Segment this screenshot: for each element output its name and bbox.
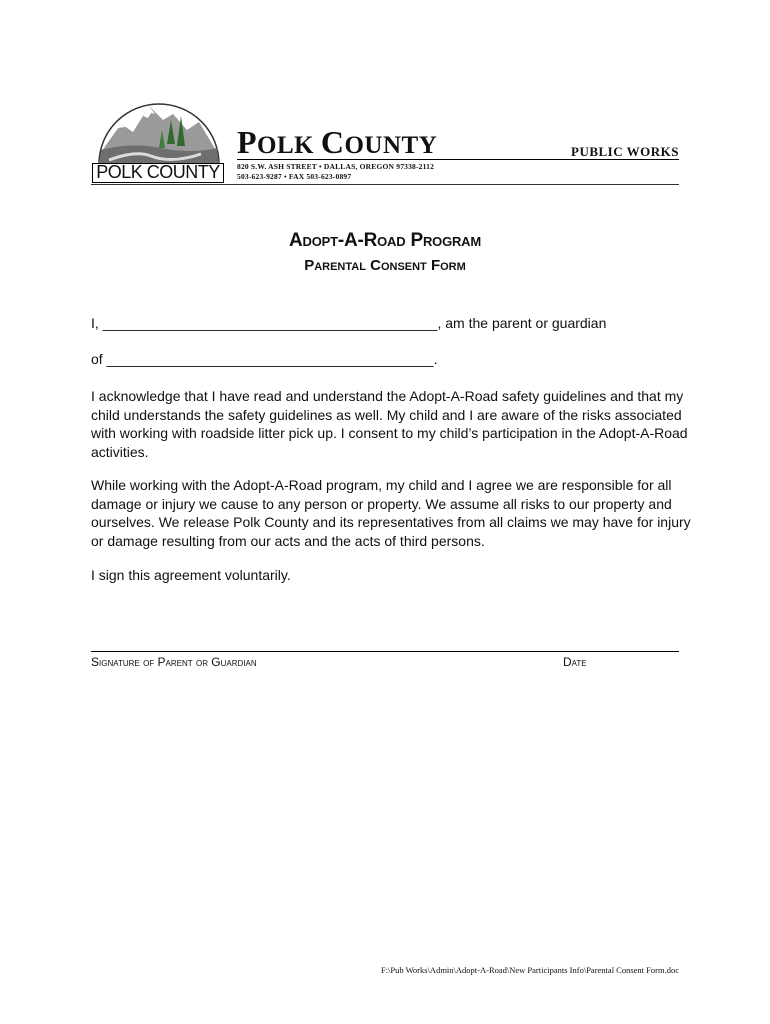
county-logo [91,92,227,184]
county-name-rest: OLK [257,132,321,159]
parent-name-line: I, ___________________________________________, am the parent or guardian [91,315,607,331]
form-subtitle: Parental Consent Form [304,257,466,274]
logo-label: POLK COUNTY [92,163,224,183]
county-name [237,126,437,162]
child-name-line: of __________________________________________. [91,351,438,367]
county-name-rest-2: OUNTY [344,132,438,159]
letterhead [91,92,679,185]
acknowledgement-paragraph: I acknowledge that I have read and understand the Adopt-A-Road safety guidelines and that my child understands the safety guidelines as well. My child and I are aware of the risks associated with working with roadside litter pick up. I consent to my child’s participation in the Adopt-A-Road activities. [91,388,688,460]
signature-line [91,651,679,652]
header-rule [237,159,679,160]
voluntary-statement: I sign this agreement voluntarily. [91,567,291,583]
county-name-initial: P [237,124,258,160]
file-path-footer: F:\Pub Works\Admin\Adopt-A-Road\New Participants Info\Parental Consent Form.doc [380,965,679,975]
signature-label: Signature of Parent or Guardian [91,655,257,669]
date-label: Date [563,655,587,669]
phone-line: 503-623-9287 • FAX 503-623-0897 [237,172,352,181]
county-name-initial-2: C [320,124,345,160]
liability-paragraph: While working with the Adopt-A-Road program, my child and I agree we are responsible for all damage or injury we cause to any person or property. We assume all risks to our property and ourselves. We release Polk County and its representatives from all claims we may have for injury or damage resulting from our acts and the acts of third persons. [91,477,691,549]
form-title: Adopt-A-Road Program [289,230,481,251]
department-name: PUBLIC WORKS [571,144,679,159]
address-line: 820 S.W. ASH STREET • DALLAS, OREGON 97338-2112 [237,162,435,171]
mountain-landscape-icon [91,92,227,166]
